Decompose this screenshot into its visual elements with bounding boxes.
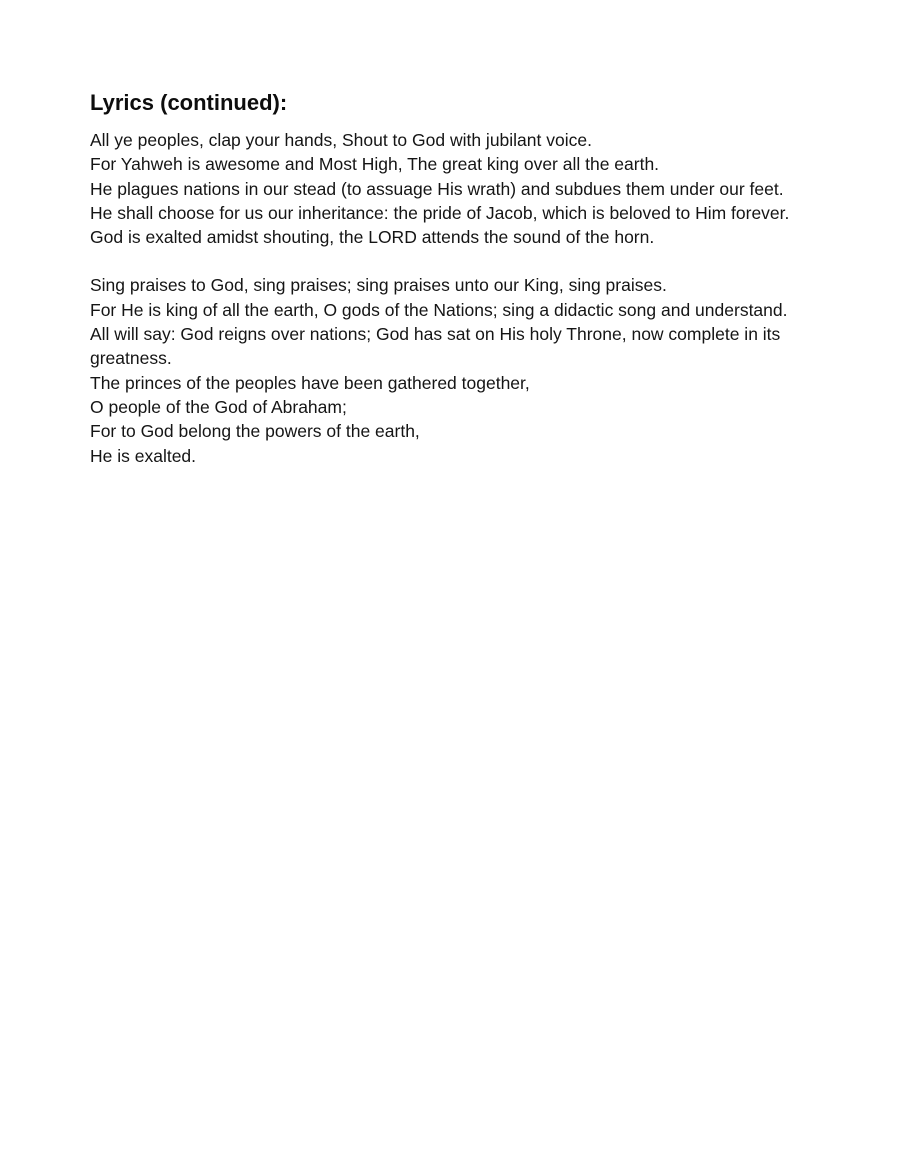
lyric-line: He is exalted. (90, 445, 197, 466)
lyric-line: He plagues nations in our stead (to assuage His wrath) and subdues them under our feet. (90, 178, 784, 199)
lyric-line: God is exalted amidst shouting, the LORD attends the sound of the horn. (90, 227, 655, 248)
lyric-line: All will say: God reigns over nations; God has sat on His holy Throne, now complete in its greatness. (90, 324, 781, 369)
page-heading: Lyrics (continued): (90, 90, 288, 115)
stanza-1 (90, 128, 810, 249)
lyric-line: For to God belong the powers of the earth, (90, 421, 420, 442)
lyrics-page (90, 88, 810, 468)
lyric-line: The princes of the peoples have been gathered together, (90, 372, 530, 393)
lyric-line: For He is king of all the earth, O gods of the Nations; sing a didactic song and understand. (90, 299, 788, 320)
lyric-line: Sing praises to God, sing praises; sing praises unto our King, sing praises. (90, 275, 667, 296)
lyric-line: He shall choose for us our inheritance: the pride of Jacob, which is beloved to Him forever. (90, 202, 790, 223)
lyric-line: All ye peoples, clap your hands, Shout to God with jubilant voice. (90, 130, 592, 150)
lyric-line: For Yahweh is awesome and Most High, The great king over all the earth. (90, 154, 660, 175)
lyric-line: O people of the God of Abraham; (90, 396, 347, 417)
stanza-2 (90, 273, 810, 467)
